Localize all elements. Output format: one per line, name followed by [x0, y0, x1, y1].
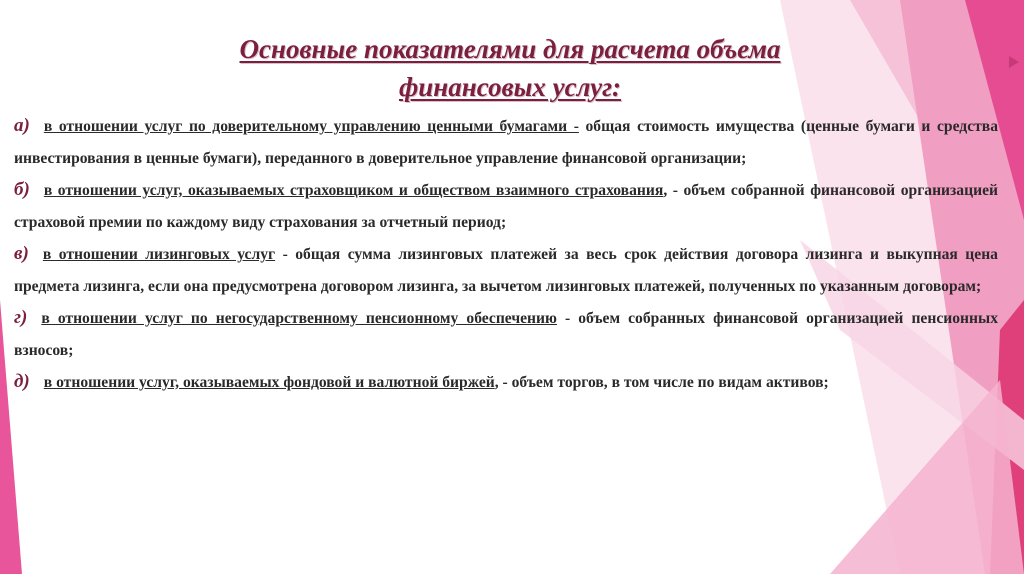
list-item-trust-management [14, 110, 998, 174]
item-description: , - объем собранной финансовой организацией страховой премии по каждому виду страхования за отчетный период; [14, 182, 998, 231]
title-line-2: финансовых услуг: [398, 72, 622, 102]
item-description: - объем собранных финансовой организацией пенсионных взносов; [14, 310, 998, 359]
item-letter: в) [14, 243, 29, 264]
item-service: в отношении услуг, оказываемых страховщиком и обществом взаимного страхования [43, 182, 664, 199]
indicators-list [14, 110, 998, 399]
item-description: , - объем торгов, в том числе по видам активов; [494, 374, 829, 391]
list-item-insurance [14, 174, 998, 238]
item-letter: д) [14, 371, 30, 392]
item-description: общая стоимость имущества (ценные бумаги и средства инвестирования в ценные бумаги), переданного в доверительное управление финансовой организации; [14, 118, 998, 167]
item-description: - общая сумма лизинговых платежей за весь срок действия договора лизинга и выкупная цена предмета лизинга, если она предусмотрена договором лизинга, за вычетом лизинговых платежей, полученных по указанным договорам; [14, 246, 998, 295]
list-item-leasing [14, 238, 998, 302]
title-line-1: Основные показателями для расчета объема [239, 34, 781, 64]
item-service: в отношении лизинговых услуг [42, 246, 276, 263]
list-item-pension [14, 302, 998, 366]
item-service: в отношении услуг по доверительному управлению ценными бумагами - [43, 118, 579, 135]
item-letter: б) [14, 179, 30, 200]
slide-title [60, 30, 960, 106]
item-service: в отношении услуг по негосударственному пенсионному обеспечению [41, 310, 557, 327]
item-letter: а) [14, 115, 30, 136]
list-item-exchange [14, 366, 998, 399]
item-letter: г) [14, 307, 28, 328]
item-service: в отношении услуг, оказываемых фондовой и валютной биржей [43, 374, 495, 391]
